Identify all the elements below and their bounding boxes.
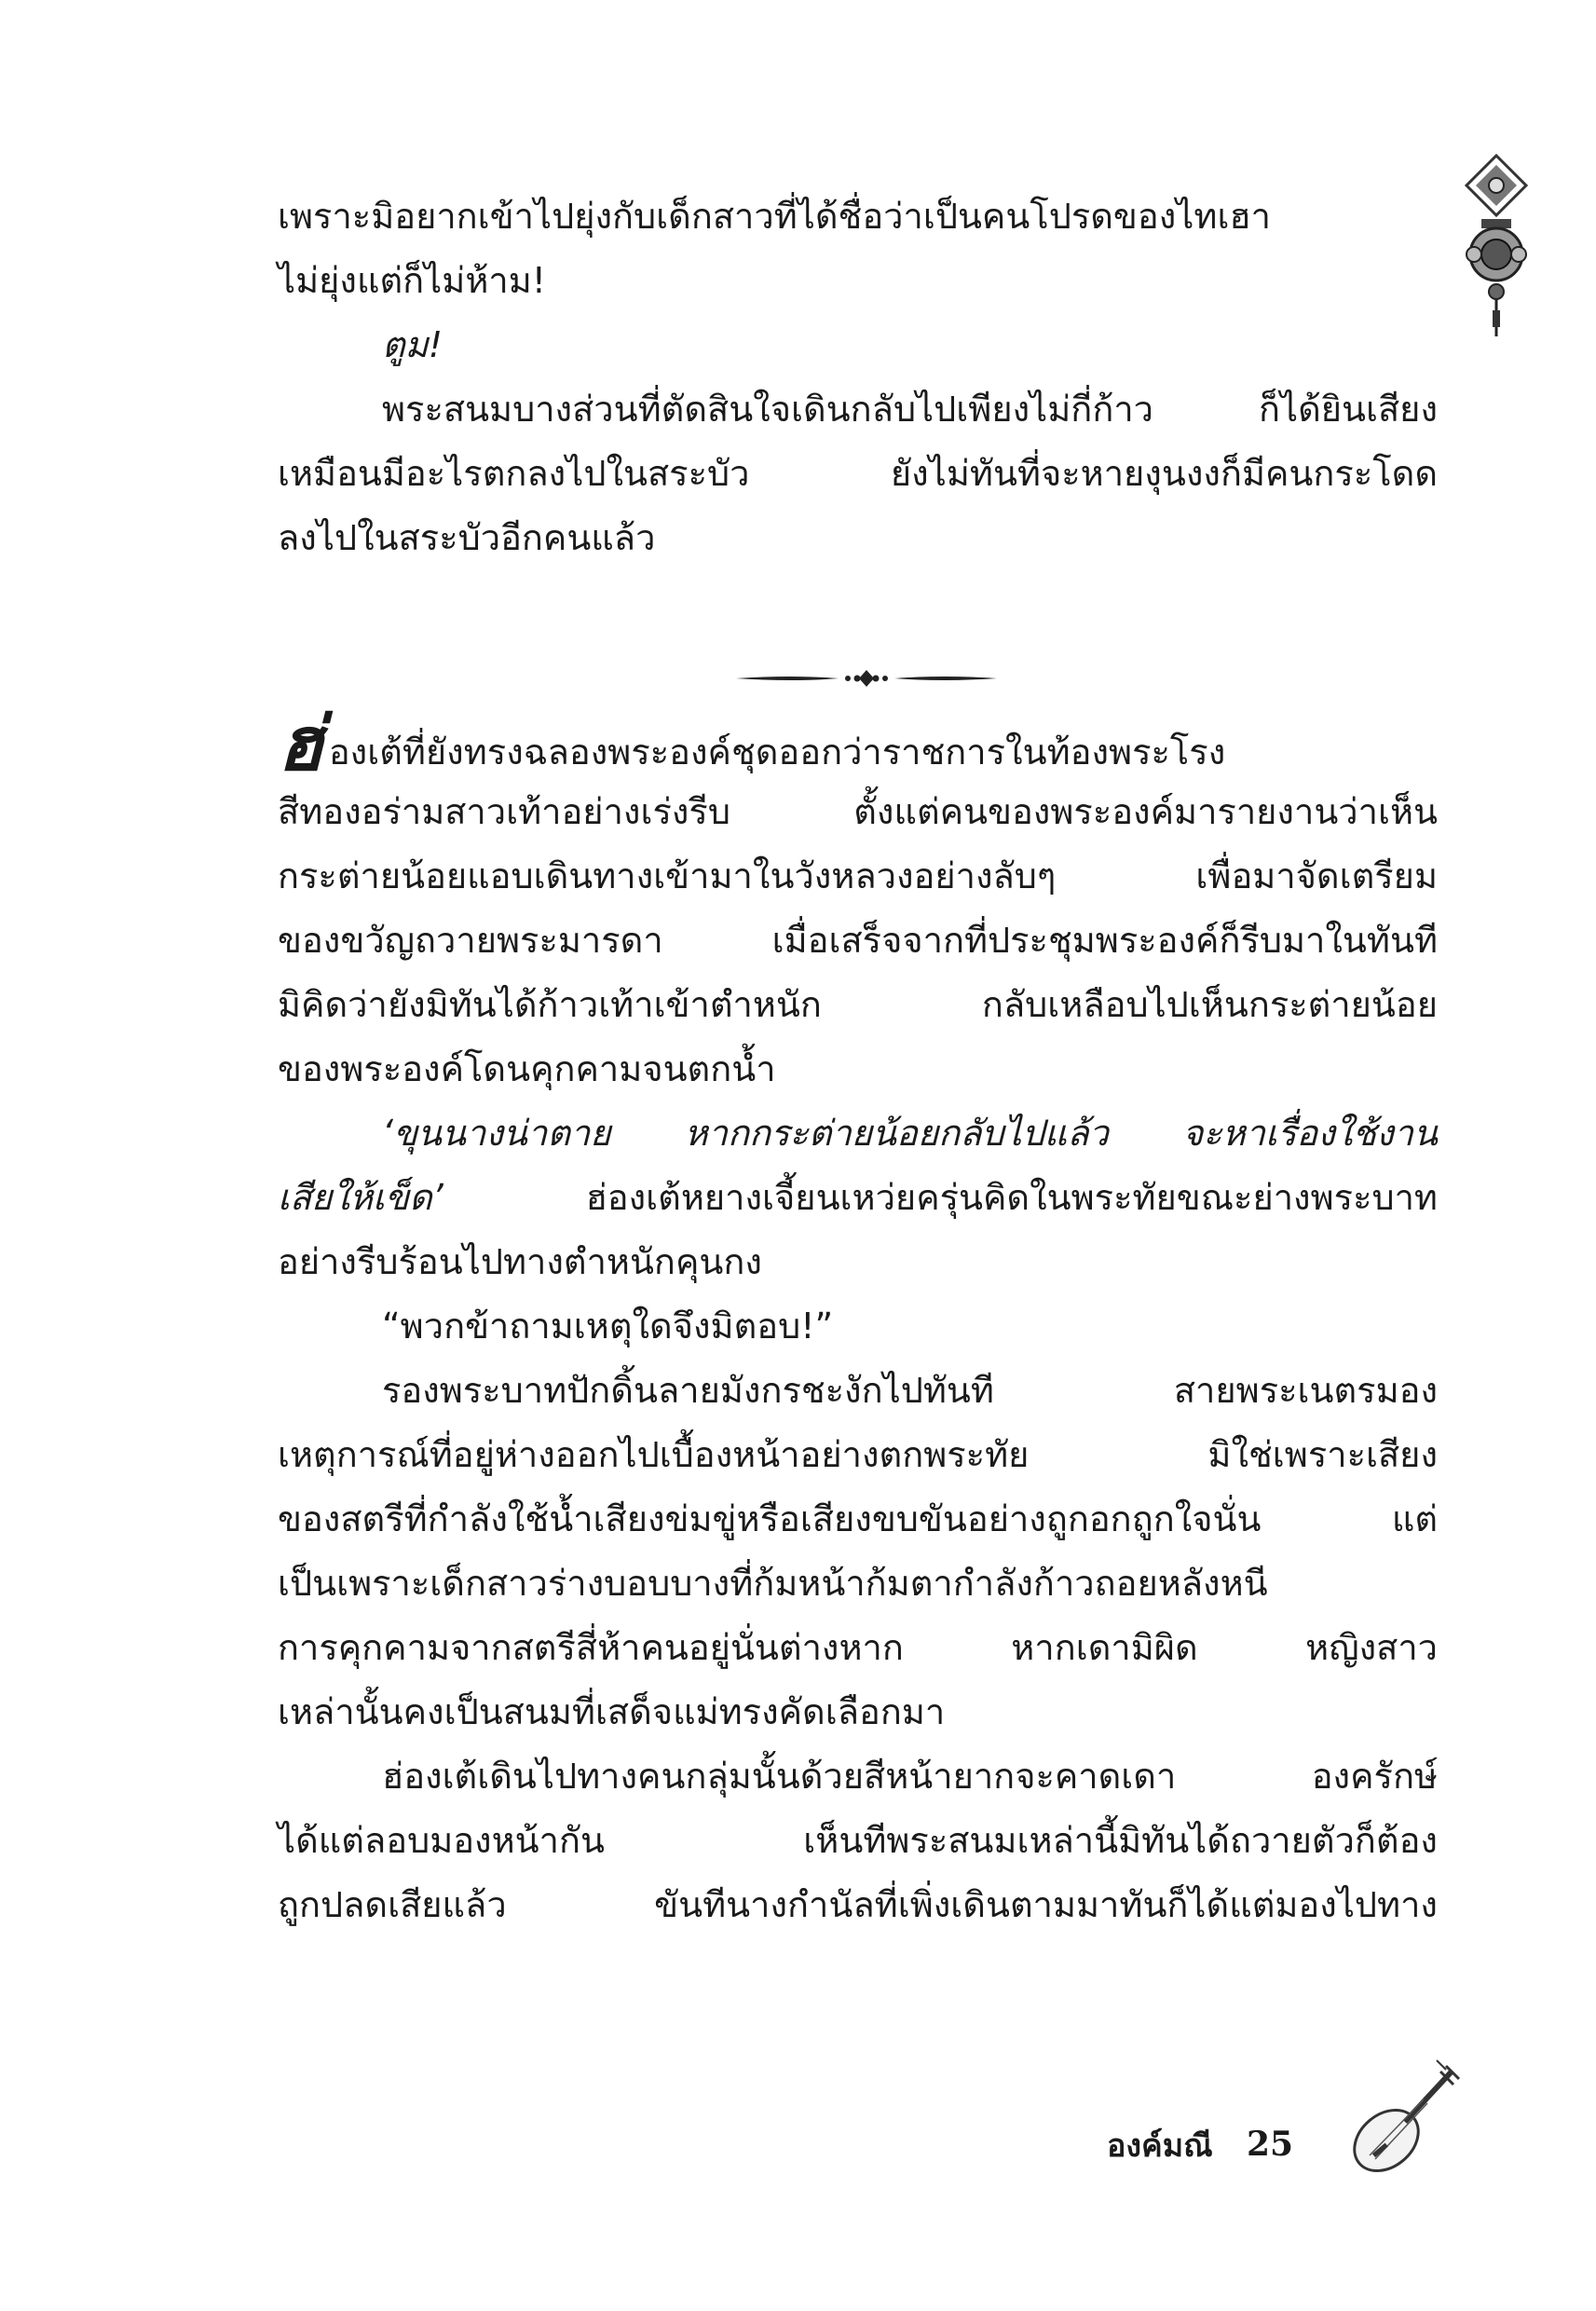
- page-number: 25: [1247, 2125, 1294, 2164]
- decorative-seal-icon: [1459, 154, 1534, 340]
- footer-book-title: องค์มณี: [1107, 2127, 1213, 2165]
- text-line: มิคิดว่ายังมิทันได้ก้าวเท้าเข้าตำหนัก กลับเหลือบไปเห็นกระต่ายน้อย: [278, 984, 1438, 1025]
- drop-cap-rest: องเต้ที่ยังทรงฉลองพระองค์ชุดออกว่าราชการในท้องพระโรง: [328, 732, 1226, 773]
- text-line: ลงไปในสระบัวอีกคนแล้ว: [278, 517, 656, 558]
- drop-cap-letter: ฮ่: [278, 700, 323, 787]
- text-line: รองพระบาทปักดิ้นลายมังกรชะงักไปทันที สายพระเนตรมอง: [382, 1370, 1438, 1411]
- text-line-sound-effect: ตูม!: [382, 324, 443, 365]
- text-line: ของสตรีที่กำลังใช้น้ำเสียงข่มขู่หรือเสียงขบขันอย่างถูกอกถูกใจนั่น แต่: [278, 1498, 1438, 1539]
- dropcap-line: [278, 700, 1438, 787]
- text-line: เหมือนมีอะไรตกลงไปในสระบัว ยังไม่ทันที่จะหายงุนงงก็มีคนกระโดด: [278, 453, 1438, 494]
- text-line: พระสนมบางส่วนที่ตัดสินใจเดินกลับไปเพียงไม่กี่ก้าว ก็ได้ยินเสียง: [382, 389, 1438, 430]
- text-line: เป็นเพราะเด็กสาวร่างบอบบางที่ก้มหน้าก้มตากำลังก้าวถอยหลังหนี: [278, 1563, 1268, 1604]
- text-line: อย่างรีบร้อนไปทางตำหนักคุนกง: [278, 1241, 762, 1282]
- text-line: ของพระองค์โดนคุกคามจนตกน้ำ: [278, 1048, 776, 1089]
- text-line: [278, 1166, 1438, 1230]
- text-line: เพราะมิอยากเข้าไปยุ่งกับเด็กสาวที่ได้ชื่อว่าเป็นคนโปรดของไทเฮา: [278, 196, 1271, 237]
- text-block-bottom: [278, 700, 1438, 1937]
- text-line: ถูกปลดเสียแล้ว ขันทีนางกำนัลที่เพิ่งเดินตามมาทันก็ได้แต่มองไปทาง: [278, 1884, 1438, 1925]
- text-line: ของขวัญถวายพระมารดา เมื่อเสร็จจากที่ประชุมพระองค์ก็รีบมาในทันที: [278, 920, 1438, 961]
- text-line: กระต่ายน้อยแอบเดินทางเข้ามาในวังหลวงอย่างลับๆ เพื่อมาจัดเตรียม: [278, 855, 1438, 896]
- text-line: ไม่ยุ่งแต่ก็ไม่ห้าม!: [278, 260, 546, 301]
- text-line: เหล่านั้นคงเป็นสนมที่เสด็จแม่ทรงคัดเลือกมา: [278, 1691, 946, 1732]
- text-line: เหตุการณ์ที่อยู่ห่างออกไปเบื้องหน้าอย่างตกพระทัย มิใช่เพราะเสียง: [278, 1434, 1438, 1475]
- text-line: ได้แต่ลอบมองหน้ากัน เห็นทีพระสนมเหล่านี้มิทันได้ถวายตัวก็ต้อง: [278, 1820, 1438, 1861]
- text-line: สีทองอร่ามสาวเท้าอย่างเร่งรีบ ตั้งแต่คนของพระองค์มารายงานว่าเห็น: [278, 791, 1438, 832]
- text-narration: ฮ่องเต้หยางเจี้ยนเหว่ยครุ่นคิดในพระทัยขณะย่างพระบาท: [443, 1177, 1438, 1218]
- text-line: การคุกคามจากสตรีสี่ห้าคนอยู่นั่นต่างหาก หากเดามิผิด หญิงสาว: [278, 1627, 1438, 1668]
- pipa-lute-icon: [1342, 2055, 1463, 2185]
- text-line-dialogue: “พวกข้าถามเหตุใดจึงมิตอบ!”: [382, 1306, 834, 1347]
- text-thought-end: เสียให้เข็ด’: [278, 1177, 443, 1218]
- text-line-thought: ‘ขุนนางน่าตาย หากกระต่ายน้อยกลับไปแล้ว จะหาเรื่องใช้งาน: [382, 1113, 1438, 1154]
- text-block-top: [278, 185, 1438, 570]
- text-line: ฮ่องเต้เดินไปทางคนกลุ่มนั้นด้วยสีหน้ายากจะคาดเดา องครักษ์: [382, 1756, 1438, 1797]
- scroll-divider-icon: [736, 664, 997, 692]
